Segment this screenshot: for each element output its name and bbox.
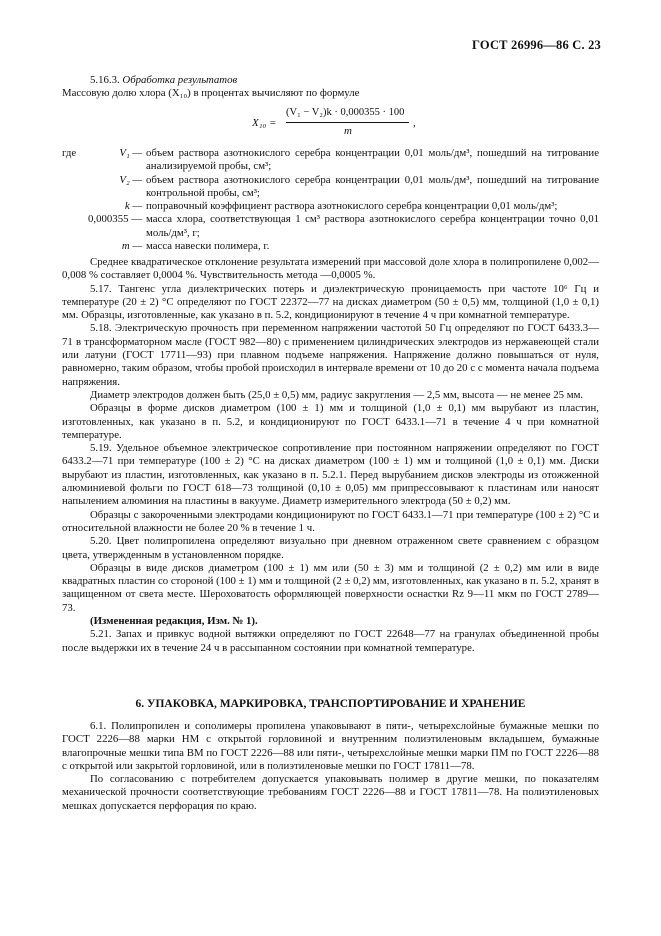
paragraph: По согласованию с потребителем допускается упаковывать полимер в другие мешки, по показателям механической прочности соответствующие требованиям ГОСТ 2226—88 и ГОСТ 17811—78. На полиэтиленовых мешках допускается перфорация по краю. — [62, 773, 599, 812]
paragraph-5-19: 5.19. Удельное объемное электрическое сопротивление при постоянном напряжении определяют по ГОСТ 6433.2—71 при температуре (100 ± 2) °С на дисках диаметром (100 ± 1) мм и толщиной (1,0 ± 0,1) мм. Диски вырубают из пластин, изготовленных, как указано в п. 5.2.1. Перед вырубанием дисков электроды из отожженной алюминиевой фольги по ГОСТ 618—73 толщиной (0,10 ± 0,05) мм припрессовывают к пластинам или наносят напылением алюминия на пластины в вакууме. Диаметр измерительного электрода (50 ± 0,2) мм. — [62, 442, 599, 508]
fraction-bar — [286, 122, 409, 123]
definition-text: масса навески полимера, г. — [146, 240, 270, 253]
where-label: где — [62, 147, 77, 159]
formula-numerator: (V₁ − V₂)k · 0,000355 · 100 — [286, 107, 405, 118]
definition-row — [62, 240, 599, 253]
paragraph: Диаметр электродов должен быть (25,0 ± 0,5) мм, радиус закругления — 2,5 мм, высота — не менее 25 мм. — [90, 388, 584, 401]
subsection-title: Обработка результатов — [122, 74, 238, 86]
paragraph: Среднее квадратическое отклонение результата измерений при массовой доле хлора в полипропилене 0,002—0,008 % составляет 0,0004 %. Чувствительность метода —0,0005 %. — [62, 256, 599, 282]
paragraph-6-1: 6.1. Полипропилен и сополимеры пропилена упаковывают в пяти-, четырехслойные бумажные мешки по ГОСТ 2226—88 марки НМ с открытой горловиной и внутренним полиэтиленовым вкладышем, бумажные влагопрочные мешки типа ВМ по ГОСТ 2226—88 или пяти-, четырехслойные мешки марки ПМ по ГОСТ 2226—88 с открытой или закрытой горловиной, или в полиэтиленовые мешки по ГОСТ 17811—78. — [62, 720, 599, 772]
paragraph-5-18: 5.18. Электрическую прочность при переменном напряжении частотой 50 Гц определяют по ГОСТ 6433.3—71 в трансформаторном масле (ГОСТ 982—80) с применением цилиндрических электродов из нержавеющей стали или латуни (ГОСТ 17711—93) при плавном подъеме напряжения. Напряжение должно повышаться от нуля, равномерно, таким образом, чтобы пробой происходил в интервале времени от 10 до 20 с с момента начала подъема напряжения. — [62, 322, 599, 388]
page-header: ГОСТ 26996—86 С. 23 — [472, 38, 601, 52]
subsection-number: 5.16.3. — [90, 74, 120, 86]
paragraph-5-20: 5.20. Цвет полипропилена определяют визуально при дневном отраженном свете сравнением с образцом цвета, утвержденным в установленном порядке. — [62, 535, 599, 561]
formula-intro: Массовую долю хлора (X₁₀) в процентах вычисляют по формуле — [62, 87, 360, 100]
paragraph: Образцы с закороченными электродами кондиционируют по ГОСТ 6433.1—71 при температуре (100 ± 2) °С и относительной влажности не более 20 % в течение 1 ч. — [62, 508, 599, 534]
definition-text: масса хлора, соответствующая 1 см³ раствора азотнокислого серебра концентрации точно 0,01 моль/дм³, г; — [146, 213, 599, 239]
definition-row — [62, 200, 599, 213]
definition-text: поправочный коэффициент раствора азотнокислого серебра концентрации 0,01 моль/дм³; — [146, 200, 558, 213]
paragraph: Образцы в виде дисков диаметром (100 ± 1) мм или (50 ± 3) мм и толщиной (2 ± 0,2) мм или в виде квадратных пластин со стороной (100 ± 1) мм и толщиной (2 ± 0,2) мм, изготовленных, как указано в п. 5.2, хранят в защищенном от света месте. Шероховатость оформляющей поверхности оснастки Rz 9—11 мкм по ГОСТ 2789—73. — [62, 561, 599, 614]
definition-symbol: m — — [121, 240, 142, 253]
definition-symbol: V₁ — — [119, 147, 142, 159]
amendment-note: (Измененная редакция, Изм. № 1). — [90, 615, 258, 628]
definition-text: объем раствора азотнокислого серебра концентрации 0,01 моль/дм³, пошедший на титрование анализируемой пробы, см³; — [146, 147, 599, 173]
paragraph: Образцы в форме дисков диаметром (100 ± 1) мм и толщиной (1,0 ± 0,1) мм вырубают из пластин, изготовленных, как указано в п. 5.2, и кондиционируют по ГОСТ 6433.1—71 в течение 4 ч при комнатной температуре. — [62, 402, 599, 441]
definition-row — [62, 147, 599, 174]
section-6-body — [62, 720, 599, 813]
paragraph-5-17: 5.17. Тангенс угла диэлектрических потерь и диэлектрическую проницаемость при частоте 10⁶ Гц и температуре (20 ± 2) °С определяют по ГОСТ 22372—77 на дисках диаметром (50 ± 0,5) мм, толщиной (1,0 ± 0,1) мм. Образцы, изготовленные, как указано в п. 5.2, кондиционируют в течение 4 ч при комнатной температуре. — [62, 282, 599, 322]
definition-text: объем раствора азотнокислого серебра концентрации 0,01 моль/дм³, пошедший на титрование контрольной пробы, см³; — [146, 173, 599, 199]
variable-definitions — [62, 147, 599, 253]
formula-denominator: m — [344, 125, 352, 137]
section-6-heading: 6. УПАКОВКА, МАРКИРОВКА, ТРАНСПОРТИРОВАНИЕ И ХРАНЕНИЕ — [135, 698, 526, 710]
definition-symbol: V₂ — — [119, 173, 142, 186]
section-5-16-3 — [62, 74, 599, 101]
definition-symbol: 0,000355 — — [88, 213, 142, 226]
subsection-heading — [62, 74, 599, 87]
definition-symbol: k — — [124, 200, 142, 213]
paragraph-5-21: 5.21. Запах и привкус водной вытяжки определяют по ГОСТ 22648—77 на гранулах объединенной пробы после выдержки их в течение 24 ч в рассыпанном состоянии при комнатной температуре. — [62, 628, 599, 654]
definition-row — [62, 174, 599, 201]
definition-row — [62, 213, 599, 240]
formula-lhs: X₁₀ = — [252, 117, 277, 129]
formula-comma: , — [413, 117, 416, 129]
body-sections-5 — [62, 256, 599, 655]
